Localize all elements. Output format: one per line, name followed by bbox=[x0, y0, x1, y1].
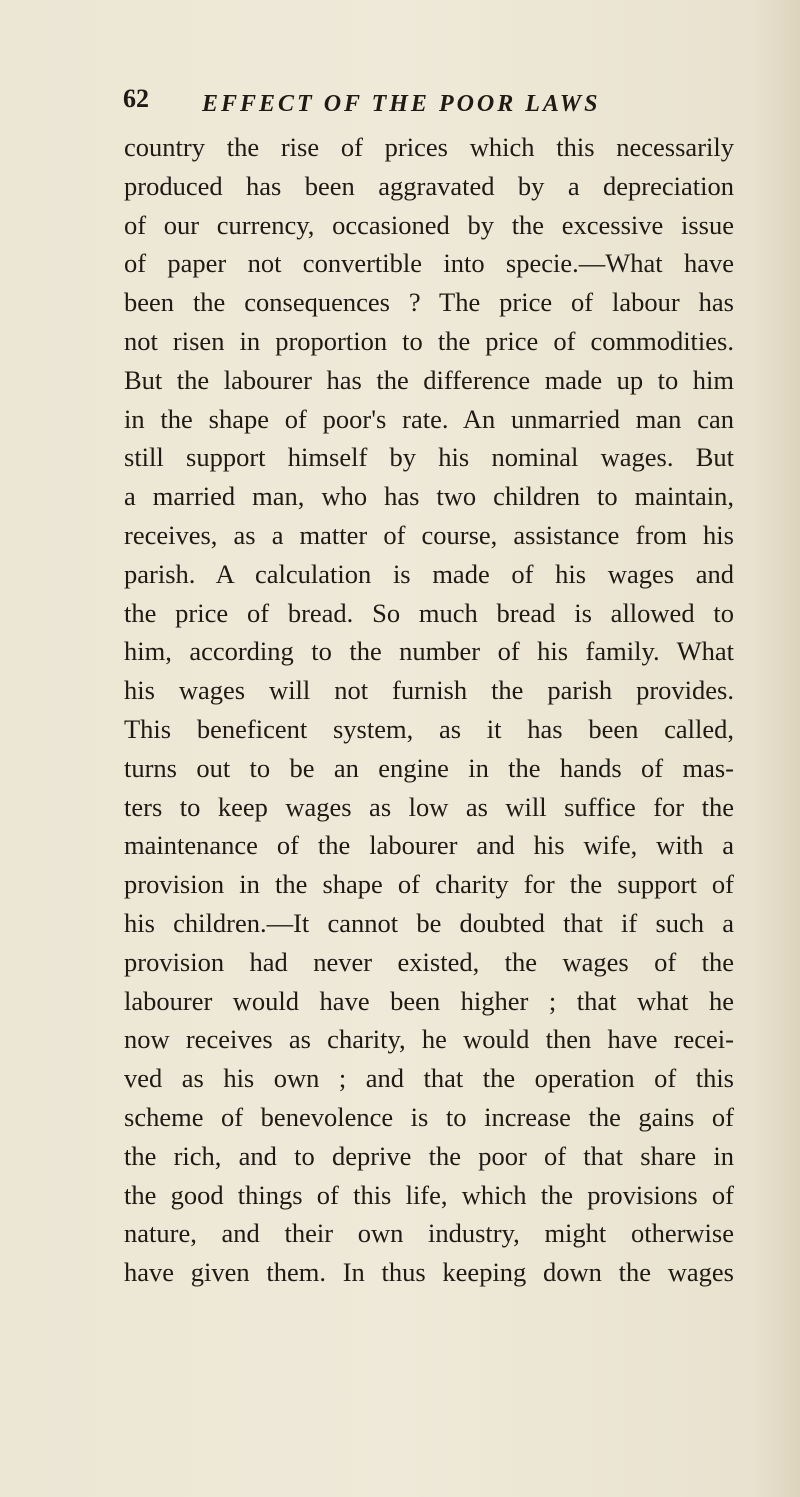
text-line: the good things of this life, which the provisions of bbox=[124, 1179, 734, 1210]
text-line: have given them. In thus keeping down the wages bbox=[124, 1257, 734, 1288]
text-line: the rich, and to deprive the poor of that share in bbox=[124, 1140, 734, 1171]
text-line: scheme of benevolence is to increase the gains of bbox=[124, 1101, 734, 1132]
text-line: country the rise of prices which this necessarily bbox=[124, 132, 734, 162]
text-line: ved as his own ; and that the operation of this bbox=[124, 1063, 734, 1094]
text-line: now receives as charity, he would then have recei- bbox=[124, 1024, 734, 1055]
text-line: nature, and their own industry, might otherwise bbox=[124, 1218, 734, 1249]
text-line: provision had never existed, the wages of the bbox=[124, 946, 734, 977]
text-line: parish. A calculation is made of his wages and bbox=[124, 558, 734, 589]
text-line: ters to keep wages as low as will suffice for the bbox=[124, 791, 734, 822]
text-line: a married man, who has two children to maintain, bbox=[124, 481, 734, 512]
text-line: produced has been aggravated by a depreciation bbox=[124, 170, 734, 201]
text-line: his wages will not furnish the parish provides. bbox=[124, 675, 734, 706]
text-line: still support himself by his nominal wages. But bbox=[124, 442, 734, 473]
body-text bbox=[124, 128, 734, 1292]
text-line: provision in the shape of charity for the support of bbox=[124, 869, 734, 900]
text-line: the price of bread. So much bread is allowed to bbox=[124, 597, 734, 628]
text-line: in the shape of poor's rate. An unmarried man can bbox=[124, 403, 734, 434]
text-line: him, according to the number of his family. What bbox=[124, 636, 734, 667]
text-line: turns out to be an engine in the hands of mas- bbox=[124, 752, 734, 783]
text-line: This beneficent system, as it has been called, bbox=[124, 713, 734, 744]
text-line: been the consequences ? The price of labour has bbox=[124, 287, 734, 318]
text-line: his children.—It cannot be doubted that if such a bbox=[124, 907, 734, 938]
page-number: 62 bbox=[123, 84, 149, 113]
text-line: receives, as a matter of course, assistance from his bbox=[124, 519, 734, 550]
text-line: of our currency, occasioned by the excessive issue bbox=[124, 209, 734, 240]
text-line: maintenance of the labourer and his wife, with a bbox=[124, 830, 734, 861]
text-line: not risen in proportion to the price of commodities. bbox=[124, 325, 734, 356]
running-head: EFFECT OF THE POOR LAWS bbox=[202, 91, 601, 117]
text-line: But the labourer has the difference made up to him bbox=[124, 364, 734, 395]
text-line: of paper not convertible into specie.—What have bbox=[124, 248, 734, 279]
text-line: labourer would have been higher ; that what he bbox=[124, 985, 734, 1016]
